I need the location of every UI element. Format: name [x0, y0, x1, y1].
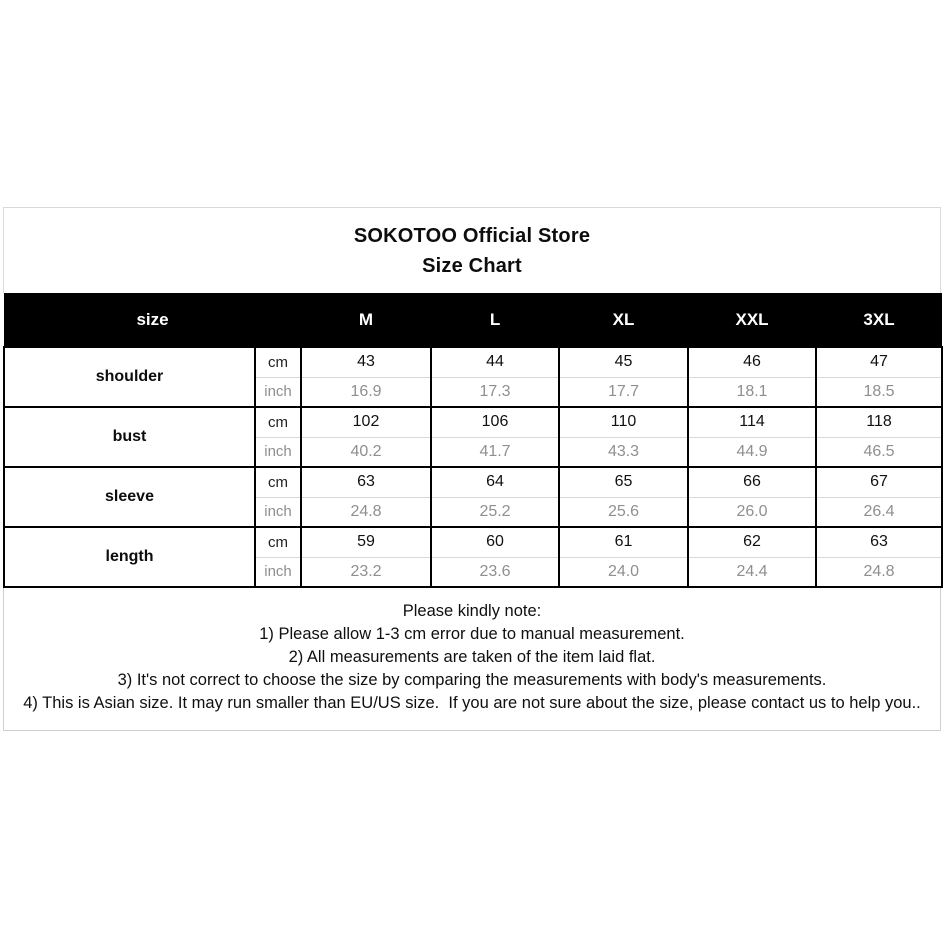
length-inch-l: 23.6 [431, 557, 559, 587]
length-inch-m: 23.2 [301, 557, 431, 587]
header-size-3xl: 3XL [863, 309, 895, 329]
shoulder-cm-xxl: 46 [688, 347, 816, 377]
shoulder-inch-xxl: 18.1 [688, 377, 816, 407]
row-label-sleeve: sleeve [105, 488, 154, 505]
sleeve-inch-xxl: 26.0 [688, 497, 816, 527]
header-size-xxl: XXL [735, 309, 769, 329]
size-header-row [4, 293, 942, 347]
length-inch-xl: 24.0 [559, 557, 688, 587]
unit-inch-label: inch [255, 437, 301, 467]
length-cm-row [4, 527, 942, 557]
length-cm-l: 60 [431, 527, 559, 557]
title-block [3, 207, 941, 293]
note-line-4: 4) This is Asian size. It may run smaller than EU/US size. If you are not sure about the size, please contact us to help you.. [23, 694, 921, 712]
unit-inch-label: inch [255, 377, 301, 407]
length-cm-3xl: 63 [816, 527, 942, 557]
length-cm-m: 59 [301, 527, 431, 557]
sleeve-inch-l: 25.2 [431, 497, 559, 527]
notes-heading: Please kindly note: [402, 602, 542, 620]
size-chart-sheet [3, 207, 941, 731]
header-size-l: L [489, 309, 501, 329]
length-cm-xl: 61 [559, 527, 688, 557]
sleeve-inch-3xl: 26.4 [816, 497, 942, 527]
bust-cm-m: 102 [301, 407, 431, 437]
shoulder-cm-3xl: 47 [816, 347, 942, 377]
sleeve-inch-m: 24.8 [301, 497, 431, 527]
unit-cm-label: cm [255, 467, 301, 497]
unit-inch-label: inch [255, 557, 301, 587]
sleeve-cm-xl: 65 [559, 467, 688, 497]
header-size-m: M [358, 309, 374, 329]
bust-cm-l: 106 [431, 407, 559, 437]
bust-cm-3xl: 118 [816, 407, 942, 437]
bust-inch-m: 40.2 [301, 437, 431, 467]
size-table [3, 293, 943, 588]
shoulder-cm-l: 44 [431, 347, 559, 377]
note-line-1: 1) Please allow 1-3 cm error due to manual measurement. [259, 625, 685, 643]
chart-title: Size Chart [422, 254, 522, 277]
note-line-3: 3) It's not correct to choose the size by comparing the measurements with body's measurements. [117, 671, 827, 689]
length-inch-3xl: 24.8 [816, 557, 942, 587]
bust-cm-xxl: 114 [688, 407, 816, 437]
notes-block [3, 588, 941, 731]
store-title: SOKOTOO Official Store [353, 224, 591, 247]
sleeve-cm-xxl: 66 [688, 467, 816, 497]
sleeve-cm-row [4, 467, 942, 497]
header-size-xl: XL [612, 309, 635, 329]
row-label-shoulder: shoulder [95, 368, 164, 385]
row-label-bust: bust [112, 428, 147, 445]
unit-cm-label: cm [255, 527, 301, 557]
sleeve-cm-l: 64 [431, 467, 559, 497]
row-label-length: length [105, 548, 154, 565]
length-inch-xxl: 24.4 [688, 557, 816, 587]
header-size-label: size [136, 309, 169, 329]
shoulder-inch-m: 16.9 [301, 377, 431, 407]
shoulder-cm-xl: 45 [559, 347, 688, 377]
bust-inch-xl: 43.3 [559, 437, 688, 467]
unit-inch-label: inch [255, 497, 301, 527]
shoulder-inch-xl: 17.7 [559, 377, 688, 407]
bust-inch-xxl: 44.9 [688, 437, 816, 467]
bust-inch-3xl: 46.5 [816, 437, 942, 467]
bust-cm-row [4, 407, 942, 437]
length-cm-xxl: 62 [688, 527, 816, 557]
shoulder-inch-l: 17.3 [431, 377, 559, 407]
note-line-2: 2) All measurements are taken of the item laid flat. [288, 648, 656, 666]
sleeve-inch-xl: 25.6 [559, 497, 688, 527]
unit-cm-label: cm [255, 347, 301, 377]
shoulder-cm-m: 43 [301, 347, 431, 377]
shoulder-cm-row [4, 347, 942, 377]
shoulder-inch-3xl: 18.5 [816, 377, 942, 407]
bust-inch-l: 41.7 [431, 437, 559, 467]
bust-cm-xl: 110 [559, 407, 688, 437]
unit-cm-label: cm [255, 407, 301, 437]
sleeve-cm-m: 63 [301, 467, 431, 497]
sleeve-cm-3xl: 67 [816, 467, 942, 497]
